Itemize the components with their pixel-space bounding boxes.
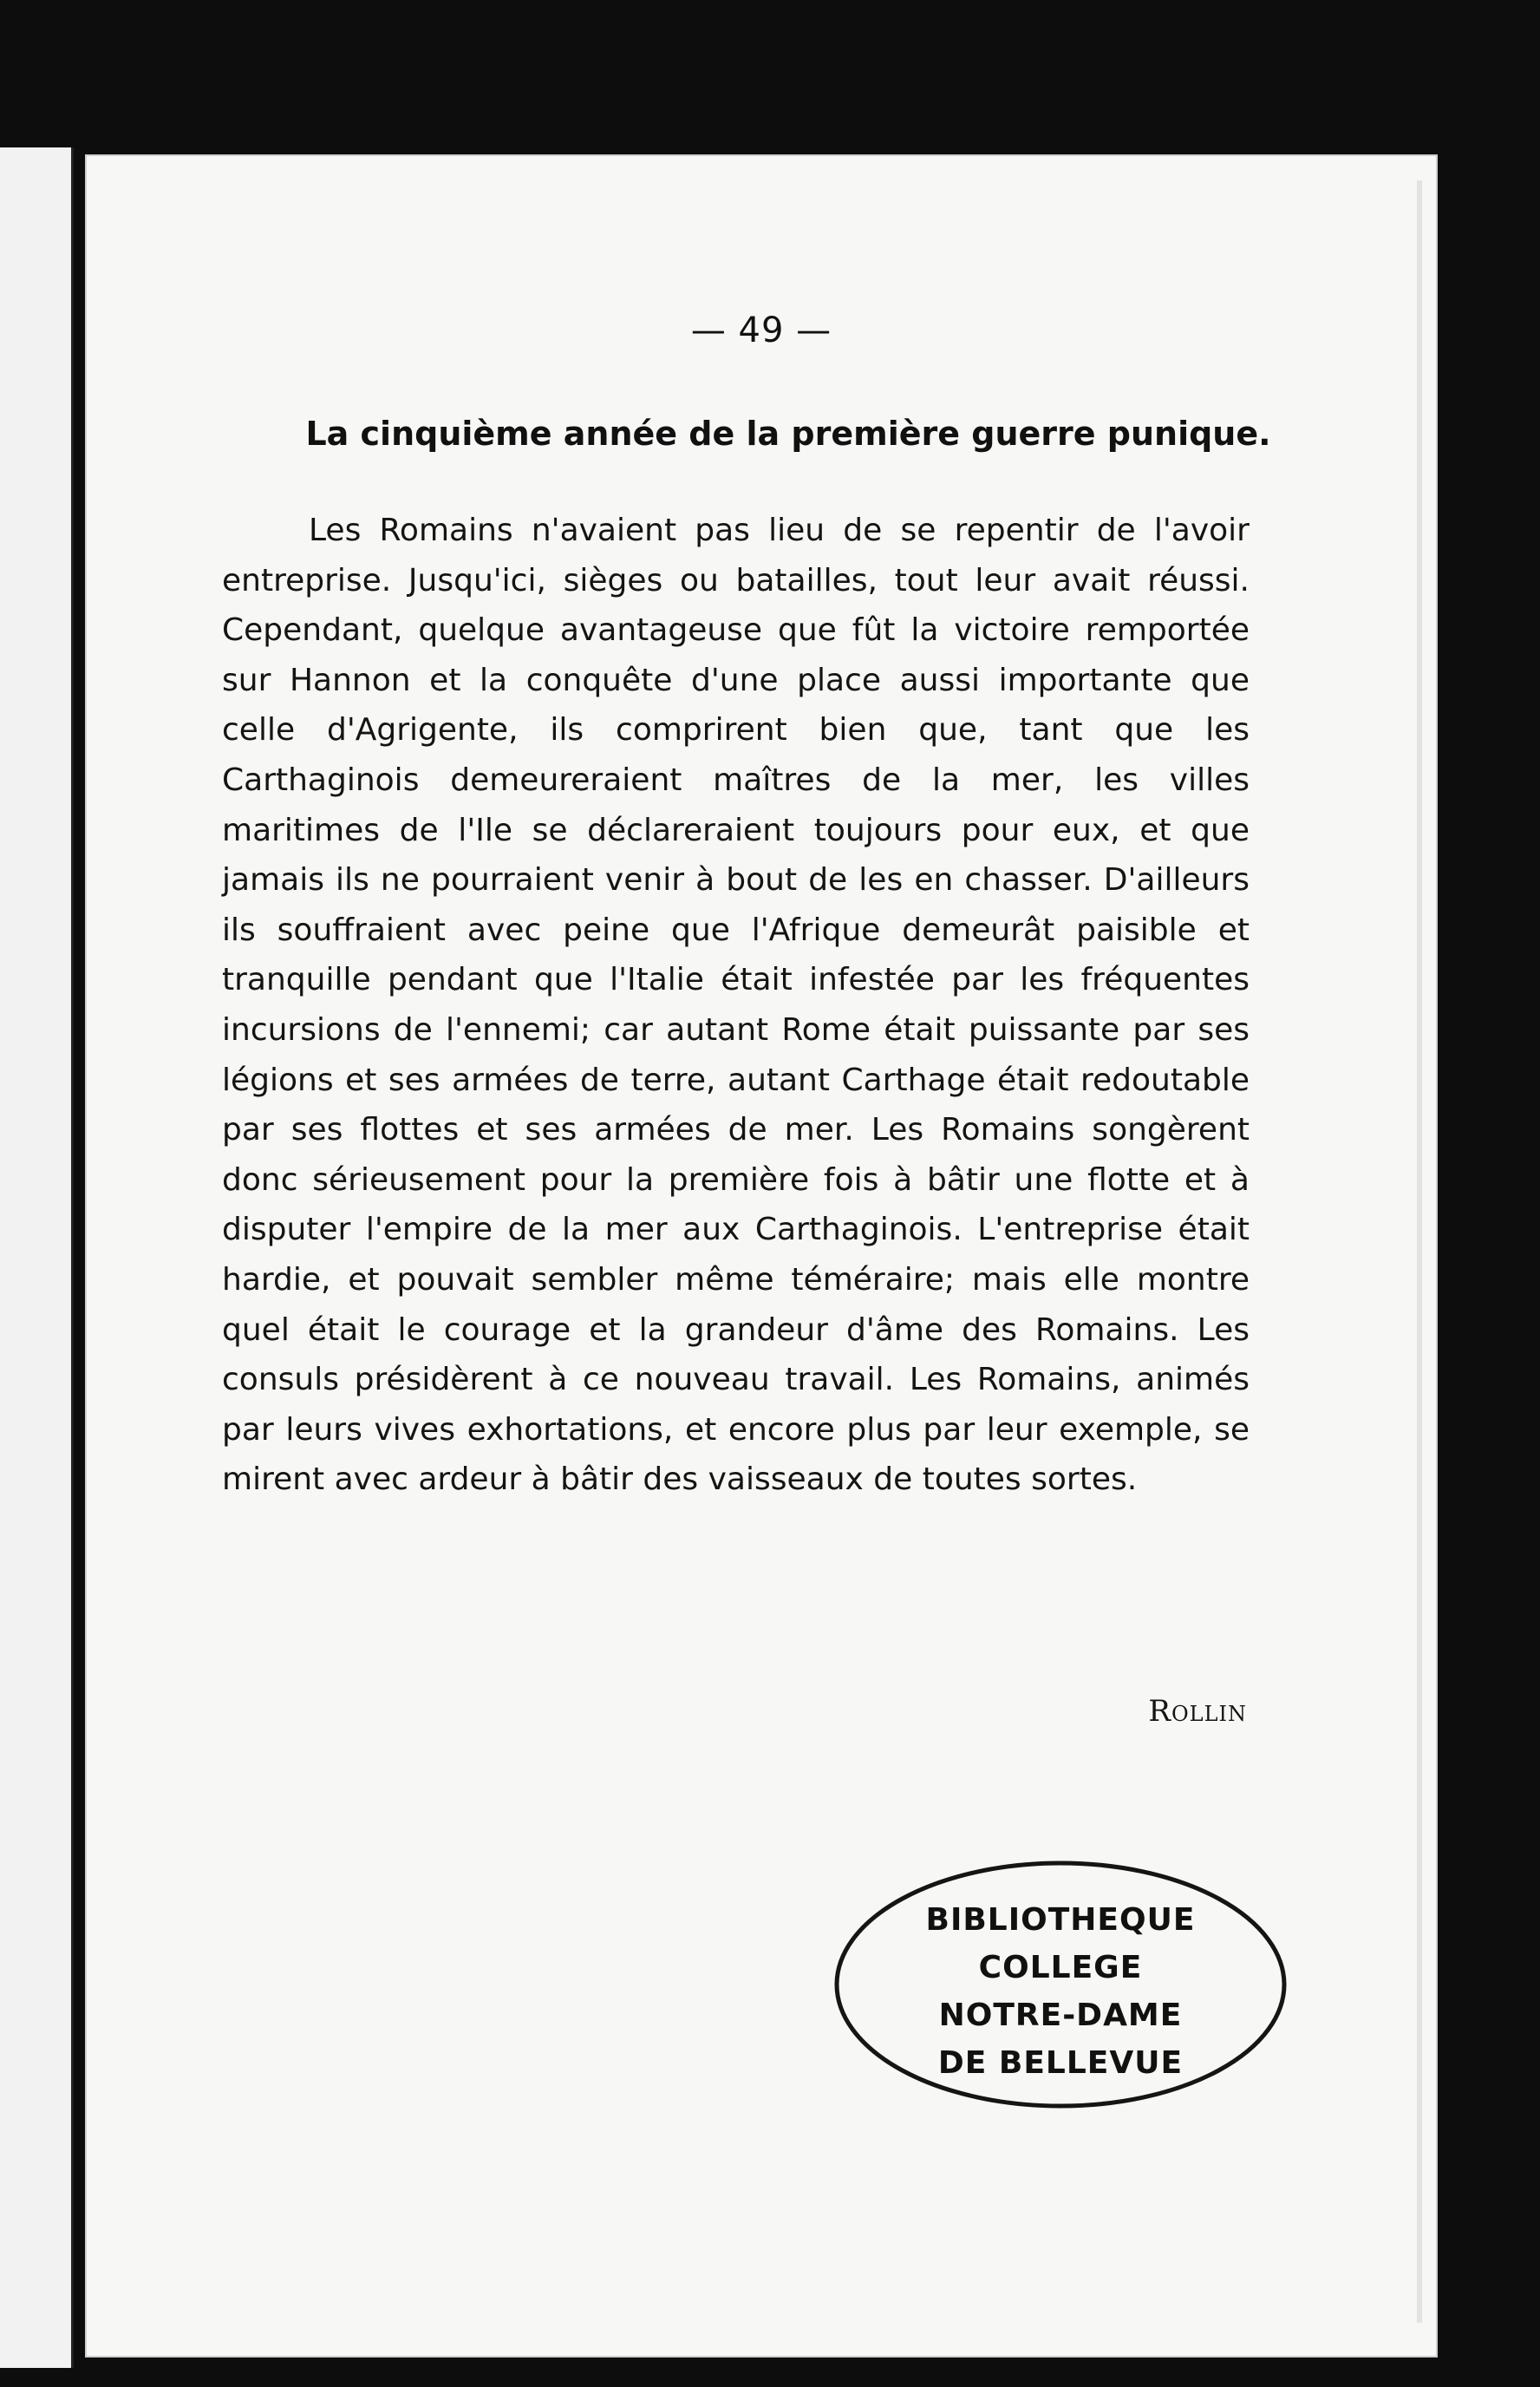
facing-page-edge	[0, 147, 74, 2368]
stamp-line: BIBLIOTHEQUE	[925, 1902, 1196, 1938]
book-page	[85, 154, 1438, 2358]
stamp-line: COLLEGE	[978, 1950, 1143, 1985]
stamp-line: DE BELLEVUE	[937, 2045, 1184, 2081]
body-paragraph: Les Romains n'avaient pas lieu de se repentir de l'avoir entreprise. Jusqu'ici, sièges ou batailles, tout leur avait réussi. Cependant, quelque avantageuse que fût la victoire remportée sur Hannon et la conquête d'une place aussi importante que celle d'Agrigente, ils comprirent bien que, tant que les Carthaginois demeureraient maîtres de la mer, les villes maritimes de l'Ile se déclareraient toujours pour eux, et que jamais ils ne pourraient venir à bout de les en chasser. D'ailleurs ils souffraient avec peine que l'Afrique demeurât paisible et tranquille pendant que l'Italie était infestée par les fréquentes incursions de l'ennemi; car autant Rome était puissante par ses légions et ses armées de terre, autant Carthage était redoutable par ses flottes et ses armées de mer. Les Romains songèrent donc sérieusement pour la première fois à bâtir une flotte et à disputer l'empire de la mer aux Carthaginois. L'entreprise était hardie, et pouvait sembler même téméraire; mais elle montre quel était le courage et la grandeur d'âme des Romains. Les consuls présidèrent à ce nouveau travail. Les Romains, animés par leurs vives exhortations, et encore plus par leur exemple, se mirent avec ardeur à bâtir des vaisseaux de toutes sortes.	[222, 513, 1250, 1498]
page-title: La cinquième année de la première guerre punique.	[305, 415, 1271, 453]
author-signature: Rollin	[1148, 1694, 1247, 1729]
stamp-text	[831, 1896, 1290, 2087]
library-stamp	[831, 1854, 1290, 2115]
page-number: — 49 —	[690, 311, 832, 350]
stamp-line: NOTRE-DAME	[938, 1998, 1183, 2033]
